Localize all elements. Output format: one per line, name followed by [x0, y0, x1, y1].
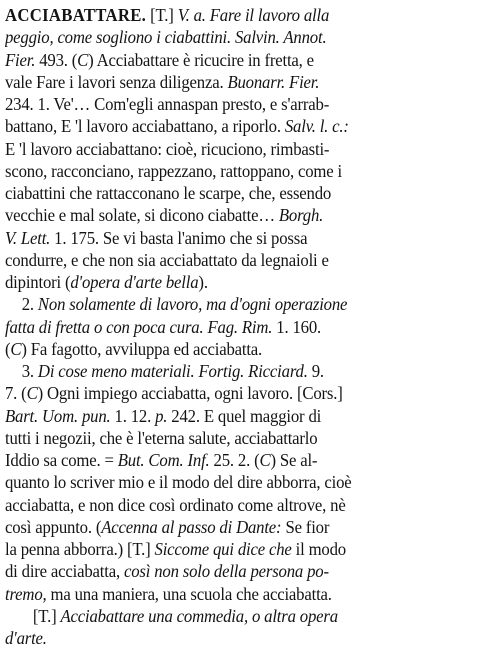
italic-text: così non solo della persona po-	[123, 561, 329, 582]
italic-text: C	[10, 338, 22, 359]
italic-text: C	[26, 383, 38, 404]
italic-text: V. a. Fare il lavoro alla	[177, 5, 330, 25]
text-segment: la penna abborra.) [T.]	[5, 539, 155, 559]
text-segment: (	[5, 338, 11, 359]
entry-line	[5, 204, 475, 226]
text-segment: il modo	[291, 539, 346, 559]
entry-line	[5, 382, 475, 404]
italic-text: But. Com. Inf.	[117, 450, 210, 470]
entry-line	[5, 316, 475, 338]
entry-line	[5, 26, 475, 48]
italic-text: Salv. l. c.:	[284, 116, 349, 137]
text-segment: ) Acciabattare è ricucire in fretta, e	[88, 49, 314, 70]
text-segment: 1. 175. Se vi basta l'animo che si possa	[50, 227, 308, 248]
text-segment: 1. 12.	[110, 405, 156, 426]
entry-line	[5, 138, 475, 160]
italic-text: Fier.	[5, 49, 36, 70]
italic-text: Acciabattare una commedia, o altra opera	[60, 605, 338, 626]
entry-line	[5, 49, 475, 71]
italic-text: V. Lett.	[5, 227, 51, 248]
entry-line	[5, 449, 475, 471]
entry-line	[5, 538, 475, 560]
italic-text: Buonarr. Fier.	[227, 71, 320, 92]
entry-line	[5, 182, 475, 204]
entry-line	[5, 160, 475, 182]
text-segment: 493. (	[35, 49, 78, 70]
text-segment: tutti i negozii, che è l'eterna salute, acciabattarlo	[5, 427, 318, 448]
text-segment: 3.	[21, 361, 38, 381]
italic-text: Siccome qui dice che	[154, 539, 292, 559]
text-segment: 25. 2. (	[209, 450, 260, 470]
italic-text: Bart. Uom. pun.	[5, 405, 111, 426]
text-segment: 1. 160.	[272, 316, 322, 337]
entry-line	[5, 71, 475, 93]
italic-text: tremo,	[5, 583, 47, 604]
entry-line	[5, 427, 475, 449]
dictionary-entry	[5, 4, 475, 649]
entry-line	[5, 4, 475, 26]
text-segment: 242. E quel maggior di	[167, 405, 322, 426]
italic-text: Non solamente di lavoro, ma d'ogni operazione	[37, 294, 348, 315]
entry-line	[5, 227, 475, 249]
entry-line	[5, 293, 479, 315]
text-segment: ciabattini che rattacconano le scarpe, che, essendo	[5, 183, 332, 203]
italic-text: C	[259, 450, 271, 470]
text-segment: 234. 1. Ve'… Com'egli annaspan presto, e s'arrab-	[5, 94, 330, 114]
text-segment: scono, racconciano, rappezzano, rattoppano, come i	[5, 160, 342, 181]
text-segment: battano, E 'l lavoro acciabattano, a riporlo.	[5, 116, 285, 137]
text-segment: quanto lo scriver mio e il modo del dire abborra, cioè	[5, 472, 352, 493]
text-segment: vecchie e mal solate, si dicono ciabatte…	[5, 205, 279, 226]
italic-text: d'arte.	[5, 628, 47, 648]
text-segment: [T.]	[32, 605, 61, 626]
text-segment: ) Fa fagotto, avviluppa ed acciabatta.	[21, 338, 263, 359]
text-segment: così appunto. (	[5, 516, 102, 537]
italic-text: fatta di fretta o con poca cura. Fag. Rim.	[5, 316, 273, 337]
entry-line	[5, 338, 475, 360]
entry-line	[5, 360, 479, 382]
text-segment: Iddio sa come. =	[5, 450, 118, 470]
text-segment: Se fior	[281, 516, 330, 537]
italic-text: Accenna al passo di Dante:	[101, 516, 282, 537]
text-segment: 2.	[21, 294, 38, 315]
text-segment: 7. (	[5, 383, 27, 404]
headword: ACCIABATTARE.	[5, 5, 147, 25]
entry-line	[5, 560, 475, 582]
entry-line	[5, 627, 475, 649]
text-segment: vale Fare i lavori senza diligenza.	[5, 71, 228, 92]
text-segment: E 'l lavoro acciabattano: cioè, ricuciono, rimbasti-	[5, 138, 330, 159]
entry-line	[5, 494, 475, 516]
entry-line	[5, 471, 475, 493]
entry-line	[5, 405, 475, 427]
text-segment: ma una maniera, una scuola che acciabatta.	[46, 583, 332, 604]
text-segment: ) Se al-	[270, 450, 318, 470]
entry-line	[5, 516, 475, 538]
italic-text: Di cose meno materiali. Fortig. Ricciard.	[37, 361, 308, 381]
text-segment: acciabatta, e non dice così ordinato come altrove, nè	[5, 494, 346, 515]
text-segment: dipintori (	[5, 272, 71, 292]
text-segment: [T.]	[146, 5, 178, 25]
entry-line	[5, 271, 475, 293]
text-segment: 9.	[307, 361, 324, 381]
italic-text: p.	[155, 405, 168, 426]
entry-line	[5, 93, 475, 115]
entry-line	[5, 583, 475, 605]
entry-line	[5, 605, 479, 627]
text-segment: di dire acciabatta,	[5, 561, 124, 582]
entry-line	[5, 249, 475, 271]
italic-text: peggio, come sogliono i ciabattini. Salvin. Annot.	[5, 27, 327, 48]
text-segment: ).	[198, 272, 208, 292]
entry-line	[5, 115, 475, 137]
text-segment: condurre, e che non sia acciabattato da legnaioli e	[5, 249, 329, 270]
italic-text: C	[77, 49, 89, 70]
italic-text: Borgh.	[278, 205, 324, 226]
italic-text: d'opera d'arte bella	[70, 272, 199, 292]
text-segment: ) Ogni impiego acciabatta, ogni lavoro. [Cors.]	[37, 383, 343, 404]
